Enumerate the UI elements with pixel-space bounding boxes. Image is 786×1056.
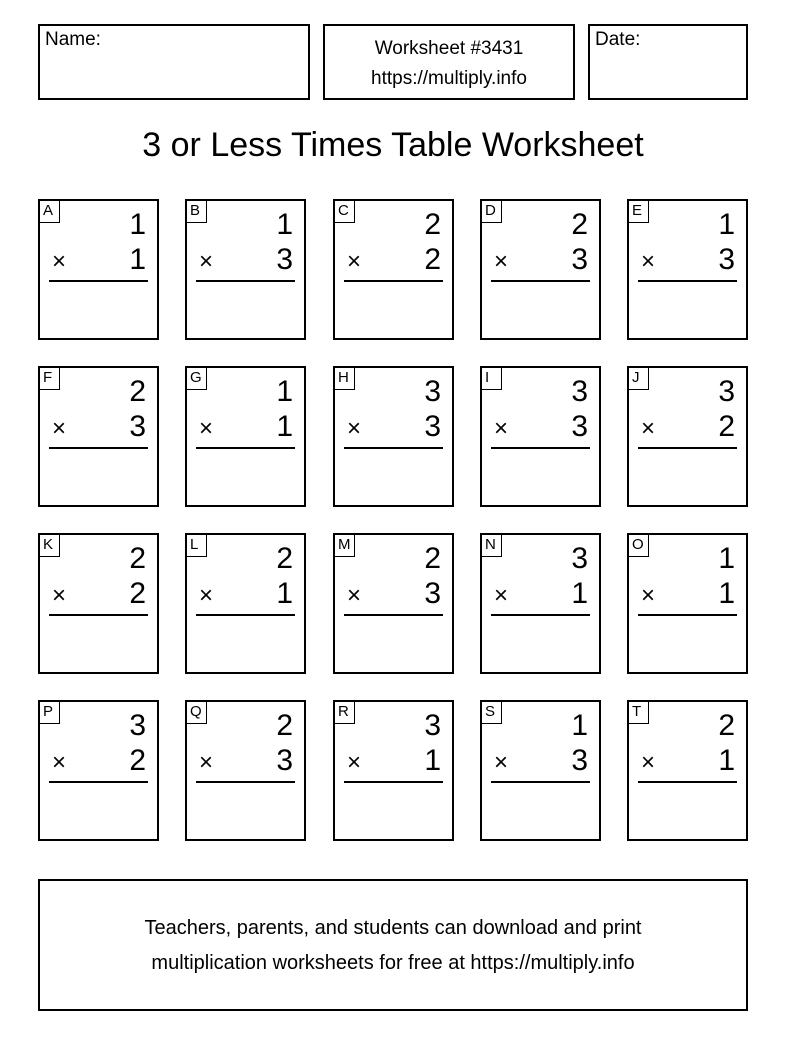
date-label: Date: <box>595 29 641 50</box>
problem-card[interactable] <box>38 700 159 841</box>
answer-line <box>344 447 443 449</box>
problem-label: I <box>482 368 502 390</box>
problem-top-number: 2 <box>424 542 441 575</box>
multiply-sign: × <box>52 582 67 609</box>
answer-line <box>196 781 295 783</box>
problem-label: T <box>629 702 649 724</box>
problem-label: B <box>187 201 207 223</box>
problem-card[interactable] <box>627 199 748 340</box>
problem-top-number: 3 <box>424 709 441 742</box>
problem-label: E <box>629 201 649 223</box>
multiply-sign: × <box>641 749 656 776</box>
answer-line <box>49 280 148 282</box>
problem-top-number: 3 <box>424 375 441 408</box>
problem-card[interactable] <box>480 700 601 841</box>
name-label: Name: <box>45 29 101 50</box>
problem-label: K <box>40 535 60 557</box>
problem-label: L <box>187 535 207 557</box>
multiply-sign: × <box>52 415 67 442</box>
footer-note <box>38 879 748 1011</box>
answer-line <box>638 614 737 616</box>
problem-card[interactable] <box>333 366 454 507</box>
answer-line <box>196 280 295 282</box>
problem-label: J <box>629 368 649 390</box>
problem-top-number: 2 <box>129 542 146 575</box>
footer-line-2: multiplication worksheets for free at https://multiply.info <box>151 952 635 974</box>
multiply-sign: × <box>494 582 509 609</box>
answer-line <box>491 447 590 449</box>
answer-line <box>344 280 443 282</box>
problem-card[interactable] <box>627 700 748 841</box>
problem-grid <box>38 199 748 841</box>
answer-line <box>638 280 737 282</box>
problem-card[interactable] <box>333 700 454 841</box>
answer-line <box>491 781 590 783</box>
problem-label: P <box>40 702 60 724</box>
answer-line <box>49 447 148 449</box>
problem-top-number: 1 <box>276 208 293 241</box>
problem-card[interactable] <box>38 199 159 340</box>
problem-bottom-number: 3 <box>571 410 588 443</box>
multiply-sign: × <box>494 248 509 275</box>
problem-card[interactable] <box>480 533 601 674</box>
problem-bottom-number: 3 <box>129 410 146 443</box>
worksheet-site-url: https://multiply.info <box>371 68 527 89</box>
problem-card[interactable] <box>627 366 748 507</box>
problem-bottom-number: 3 <box>276 744 293 777</box>
problem-top-number: 2 <box>424 208 441 241</box>
problem-top-number: 1 <box>718 542 735 575</box>
multiply-sign: × <box>199 582 214 609</box>
problem-bottom-number: 1 <box>718 744 735 777</box>
problem-label: R <box>335 702 355 724</box>
answer-line <box>196 447 295 449</box>
problem-label: G <box>187 368 207 390</box>
problem-top-number: 3 <box>718 375 735 408</box>
problem-label: N <box>482 535 502 557</box>
problem-bottom-number: 1 <box>129 243 146 276</box>
multiply-sign: × <box>641 248 656 275</box>
answer-line <box>196 614 295 616</box>
problem-label: O <box>629 535 649 557</box>
problem-bottom-number: 3 <box>276 243 293 276</box>
multiply-sign: × <box>641 582 656 609</box>
problem-bottom-number: 3 <box>424 410 441 443</box>
problem-bottom-number: 2 <box>129 744 146 777</box>
problem-bottom-number: 1 <box>718 577 735 610</box>
problem-bottom-number: 3 <box>571 243 588 276</box>
problem-label: Q <box>187 702 207 724</box>
problem-label: A <box>40 201 60 223</box>
multiply-sign: × <box>199 415 214 442</box>
problem-card[interactable] <box>185 700 306 841</box>
problem-top-number: 2 <box>571 208 588 241</box>
answer-line <box>49 781 148 783</box>
problem-top-number: 1 <box>276 375 293 408</box>
multiply-sign: × <box>494 749 509 776</box>
problem-bottom-number: 2 <box>424 243 441 276</box>
multiply-sign: × <box>641 415 656 442</box>
problem-card[interactable] <box>627 533 748 674</box>
multiply-sign: × <box>199 248 214 275</box>
problem-top-number: 3 <box>571 542 588 575</box>
problem-label: C <box>335 201 355 223</box>
problem-card[interactable] <box>38 366 159 507</box>
problem-bottom-number: 3 <box>718 243 735 276</box>
problem-top-number: 1 <box>129 208 146 241</box>
problem-bottom-number: 1 <box>276 577 293 610</box>
problem-bottom-number: 1 <box>276 410 293 443</box>
problem-top-number: 3 <box>129 709 146 742</box>
problem-label: F <box>40 368 60 390</box>
footer-line-1: Teachers, parents, and students can download and print <box>144 917 642 939</box>
multiply-sign: × <box>347 582 362 609</box>
problem-top-number: 1 <box>718 208 735 241</box>
problem-card[interactable] <box>480 199 601 340</box>
answer-line <box>491 614 590 616</box>
answer-line <box>344 614 443 616</box>
problem-card[interactable] <box>185 366 306 507</box>
problem-top-number: 3 <box>571 375 588 408</box>
answer-line <box>491 280 590 282</box>
multiply-sign: × <box>347 248 362 275</box>
multiply-sign: × <box>199 749 214 776</box>
worksheet-number: Worksheet #3431 <box>374 38 524 59</box>
problem-label: M <box>335 535 355 557</box>
multiply-sign: × <box>52 749 67 776</box>
problem-card[interactable] <box>333 199 454 340</box>
multiply-sign: × <box>52 248 67 275</box>
problem-top-number: 2 <box>129 375 146 408</box>
multiply-sign: × <box>347 415 362 442</box>
problem-bottom-number: 1 <box>571 577 588 610</box>
problem-bottom-number: 3 <box>571 744 588 777</box>
multiply-sign: × <box>347 749 362 776</box>
answer-line <box>49 614 148 616</box>
answer-line <box>344 781 443 783</box>
problem-bottom-number: 3 <box>424 577 441 610</box>
problem-card[interactable] <box>185 199 306 340</box>
problem-top-number: 2 <box>276 542 293 575</box>
answer-line <box>638 447 737 449</box>
problem-card[interactable] <box>480 366 601 507</box>
problem-top-number: 1 <box>571 709 588 742</box>
problem-card[interactable] <box>38 533 159 674</box>
problem-top-number: 2 <box>718 709 735 742</box>
date-field-box[interactable] <box>588 24 748 100</box>
problem-label: S <box>482 702 502 724</box>
problem-top-number: 2 <box>276 709 293 742</box>
problem-card[interactable] <box>185 533 306 674</box>
problem-bottom-number: 2 <box>718 410 735 443</box>
problem-label: H <box>335 368 355 390</box>
problem-label: D <box>482 201 502 223</box>
problem-bottom-number: 2 <box>129 577 146 610</box>
page-title: 3 or Less Times Table Worksheet <box>142 126 644 164</box>
problem-bottom-number: 1 <box>424 744 441 777</box>
worksheet-info-box <box>323 24 575 100</box>
name-field-box[interactable] <box>38 24 310 100</box>
answer-line <box>638 781 737 783</box>
multiply-sign: × <box>494 415 509 442</box>
problem-card[interactable] <box>333 533 454 674</box>
